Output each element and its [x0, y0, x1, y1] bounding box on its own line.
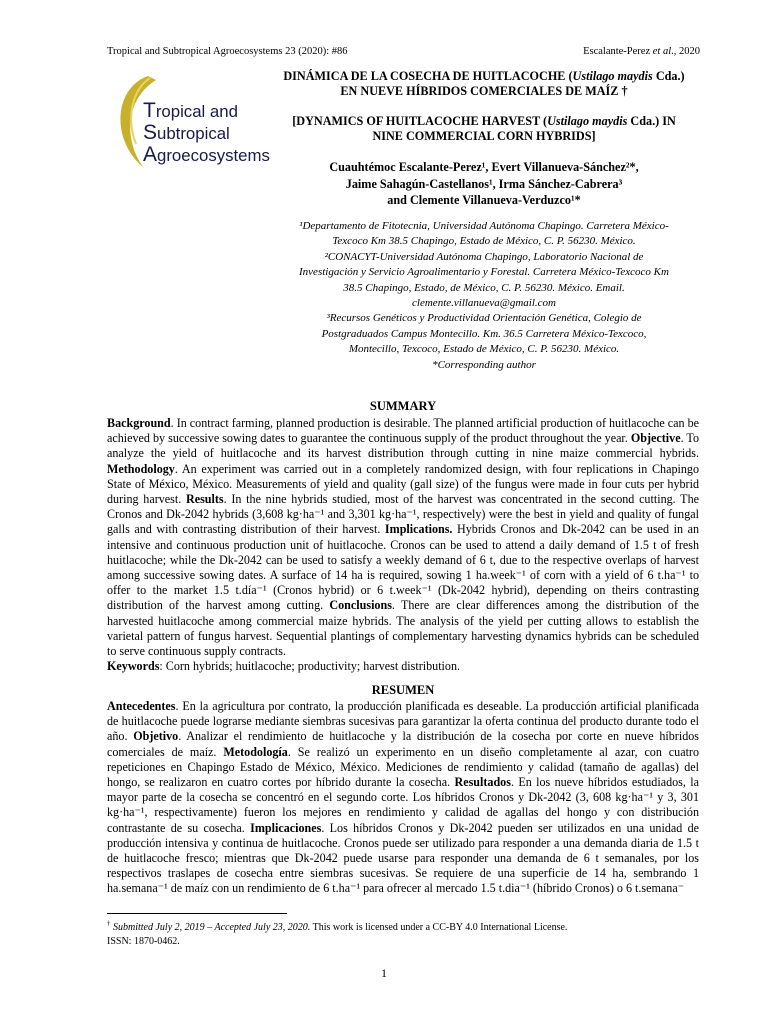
footnote-rule — [107, 913, 287, 914]
page-number: 1 — [381, 966, 387, 980]
footnote: † Submitted July 2, 2019 – Accepted July 23, 2020. This work is licensed under a CC-BY 4.0 International License. ISSN: 1870-0462. — [107, 921, 699, 949]
resumen-heading: RESUMEN — [371, 683, 435, 697]
title-spanish: DINÁMICA DE LA COSECHA DE HUITLACOCHE (Ustilago maydis Cda.) EN NUEVE HÍBRIDOS COMERCIALES DE MAÍZ † — [283, 69, 685, 98]
author-list: Cuauhtémoc Escalante-Perez¹, Evert Villanueva-Sánchez²*, Jaime Sahagún-Castellanos¹, Irma Sánchez-Cabrera³ and Clemente Villanueva-Verduzco¹* — [329, 160, 639, 207]
keywords: Keywords: Corn hybrids; huitlacoche; productivity; harvest distribution. — [107, 659, 461, 674]
issn: ISSN: 1870-0462. — [107, 936, 180, 947]
summary-abstract: Background. In contract farming, planned production is desirable. The planned artificial production of huitlacoche can be achieved by successive sowing dates to guarantee the continuous supply of the product throughout the year. Objective. To analyze the yield of huitlacoche and its harvest distribution through cutting in nine maize commercial hybrids. Methodology. An experiment was carried out in a completely randomized design, with four replications in Chapingo State of México, México. Measurements of yield and quality (gall size) of the fungus were made in four cuts per hybrid during harvest. Results. In the nine hybrids studied, most of the harvest was concentrated in the second cutting. The Cronos and Dk-2042 hybrids (3,608 kg·ha⁻¹ and 3,301 kg·ha⁻¹, respectively) were the best in yield and quality of fungal galls and with contrasting distribution of their harvest. Implications. Hybrids Cronos and Dk-2042 can be used in an intensive and continuous production unit of huitlacoche. Cronos can be used to attend a daily demand of 1.5 t of fresh huitlacoche; while the Dk-2042 can be used to satisfy a weekly demand of 6 t, due to the respective overlaps of harvest among successive sowing dates. A surface of 14 ha is required, sowing 1 ha.week⁻¹ of corn with a yield of 6 t.ha⁻¹ to offer to the market 1.5 t.día⁻¹ (Cronos hybrid) or 6 t.week⁻¹ (Dk-2042 hybrid), depending on theirs contrasting distribution of the harvest among cutting. Conclusions. There are clear differences among the distribution of the harvested huitlacoche among commercial maize hybrids. The analysis of the yield per cutting allows to establish the varietal pattern of fungus harvest. Sequential plantings of complementary harvesting dynamics hybrids can be scheduled to serve continuous supply contracts. Keywords: Corn hybrids; huitlacoche; productivity; harvest distribution. — [107, 416, 699, 674]
affiliations: ¹Departamento de Fitotecnia, Universidad Autónoma Chapingo. Carretera México- Texcoco Km 38.5 Chapingo, Estado de México, C. P. 56230. México. ²CONACYT-Universidad Autónoma Chapingo, Laboratorio Nacional de Investigación y Servicio Agroalimentario y Forestal. Carretera México-Texcoco Km 38.5 Chapingo, Estado, de México, C. P. 56230. México. Email. clemente.villanueva@gmail.com ³Recursos Genéticos y Productividad Orientación Genética, Colegio de Postgraduados Campus Montecillo. Km. 36.5 Carretera México-Texcoco, Montecillo, Texcoco, Estado de México, C. P. 56230. México. *Corresponding author — [262, 219, 706, 373]
running-header-journal: Tropical and Subtropical Agroecosystems 23 (2020): #86 — [107, 46, 348, 57]
resumen-abstract: Antecedentes. En la agricultura por contrato, la producción planificada es deseable. La producción artificial planificada de huitlacoche puede lograrse mediante siembras sucesivas para garantizar la oferta continua del producto durante todo el año. Objetivo. Analizar el rendimiento de huitlacoche y la distribución de la cosecha por corte en nueve híbridos comerciales de maíz. Metodología. Se realizó un experimento en un diseño completamente al azar, con cuatro repeticiones en Chapingo Estado de México, México. Mediciones de rendimiento y calidad (tamaño de agallas) del hongo, se realizaron en cuatro cortes por híbrido durante la cosecha. Resultados. En los nueve híbridos estudiados, la mayor parte de la cosecha se concentró en el segundo corte. Los híbridos Cronos y Dk-2042 (3, 608 kg·ha⁻¹ y 3, 301 kg·ha⁻¹, respectivamente) fueron los mejores en rendimiento y calidad de agallas del hongo y con distribución contrastante de su cosecha. Implicaciones. Los híbridos Cronos y Dk-2042 pueden ser utilizados en una unidad de producción intensiva y continua de huitlacoche. Cronos puede ser utilizado para responder a una demanda diaria de 1.5 t de huitlacoche fresco; mientras que Dk-2042 puede usarse para responder una demanda de 6 t semanales, por los respectivos traslapes de cosecha entre siembras sucesivas. Se requiere de una superficie de 14 ha, sembrando 1 ha.semana⁻¹ de maíz con un rendimiento de 6 t.ha⁻¹ para ofrecer al mercado 1.5 t.dia⁻¹ (híbrido Cronos) o 6 t.semana⁻ — [107, 699, 700, 896]
title-english: [DYNAMICS OF HUITLACOCHE HARVEST (Ustilago maydis Cda.) IN NINE COMMERCIAL CORN HYBRIDS] — [292, 114, 676, 143]
corresponding-email: clemente.villanueva@gmail.com — [412, 297, 556, 310]
article-titles — [262, 69, 706, 144]
journal-logo-text: Tropical and Subtropical Agroecosystems — [143, 99, 270, 166]
running-header-author: Escalante-Perez et al., 2020 — [583, 46, 700, 57]
summary-heading: SUMMARY — [369, 399, 437, 413]
